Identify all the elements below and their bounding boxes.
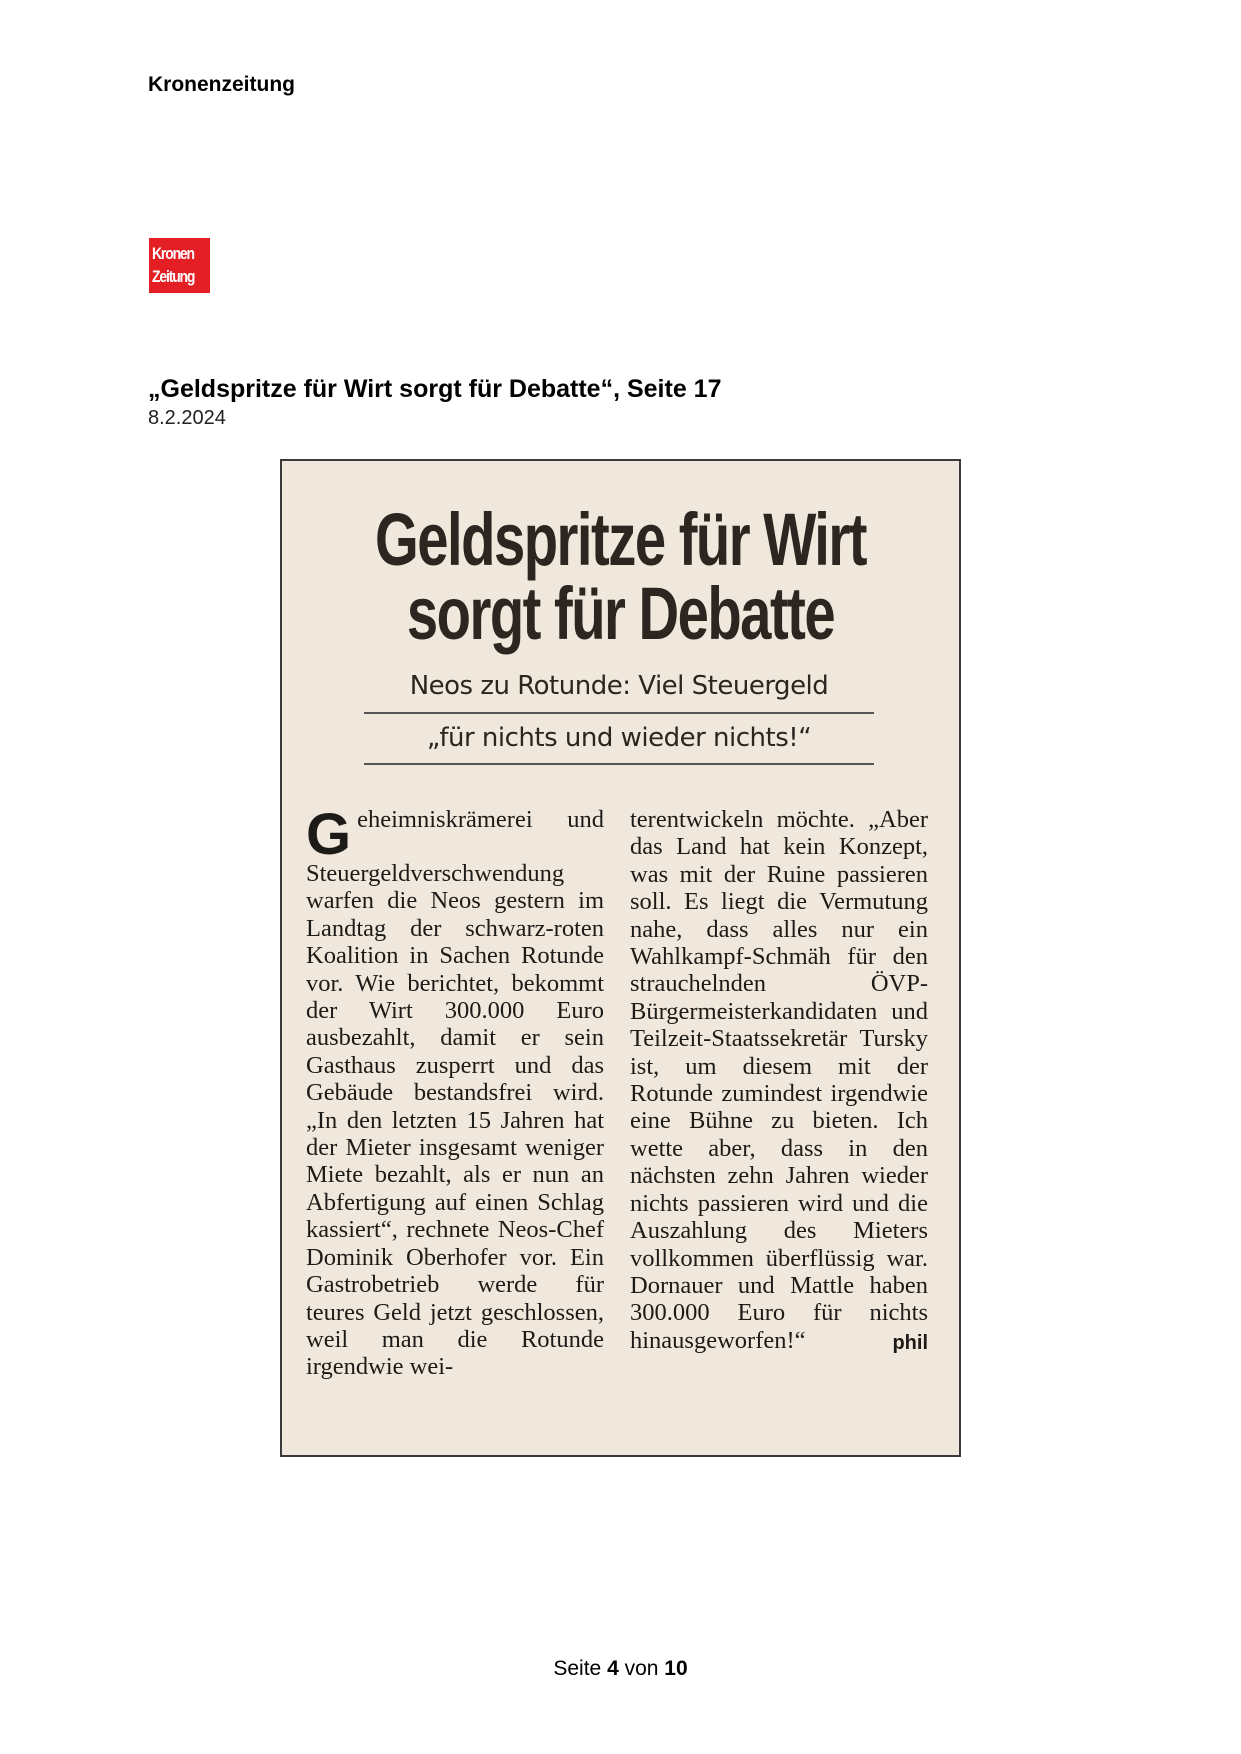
footer-middle: von xyxy=(624,1657,659,1680)
logo-line-2: Zeitung xyxy=(152,267,195,286)
article-date: 8.2.2024 xyxy=(148,407,226,429)
footer-prefix: Seite xyxy=(553,1657,602,1680)
article-column-left xyxy=(306,802,604,1381)
column-left-text: eheimniskrämerei und Steuergeldverschwendung warfen die Neos gestern im Landtag der schwarz-roten Koalition in Sachen Rotunde vor. Wie berichtet, bekommt der Wirt 300.000 Euro ausbezahlt, damit er sein Gasthaus zusperrt und das Gebäude bestandsfrei wird. „In den letzten 15 Jahren hat der Mieter insgesamt weniger Miete bezahlt, als er nun an Abfertigung auf einen Schlag kassiert“, rechnete Neos-Chef Dominik Oberhofer vor. Ein Gastrobetrieb werde für teures Geld jetzt geschlossen, weil man die Rotunde irgendwie wei- xyxy=(306,806,604,1381)
newspaper-clipping xyxy=(280,459,961,1457)
article-title: „Geldspritze für Wirt sorgt für Debatte“, Seite 17 xyxy=(148,375,722,403)
footer-page-number: 4 xyxy=(607,1657,619,1680)
clipping-headline xyxy=(282,498,959,655)
subheadline-line-1: Neos zu Rotunde: Viel Steuergeld xyxy=(409,671,829,701)
footer-page-total: 10 xyxy=(664,1657,688,1680)
dropcap: G xyxy=(306,802,352,867)
subheadline-rule-top xyxy=(364,712,874,714)
kronen-zeitung-logo xyxy=(149,238,210,293)
article-column-right xyxy=(630,806,928,1357)
column-right-text: terentwickeln möchte. „Aber das Land hat kein Konzept, was mit der Ruine passieren soll. Es liegt die Vermutung nahe, dass alles nur ein Wahlkampf-Schmäh für den strauchelnden ÖVP-Bürgermeisterkandidaten und Teilzeit-Staatssekretär Tursky ist, um diesem mit der Rotunde zumindest irgendwie eine Bühne zu bieten. Ich wette aber, dass in den nächsten zehn Jahren wieder nichts passieren wird und die Auszahlung des Mieters vollkommen überflüssig war. Dornauer und Mattle haben 300.000 Euro für nichts hinausgeworfen!“ xyxy=(630,806,928,1354)
subheadline-rule-bottom xyxy=(364,763,874,765)
source-name: Kronenzeitung xyxy=(148,73,295,96)
headline-line-1: Geldspritze für Wirt xyxy=(375,498,866,581)
author-byline: phil xyxy=(892,1331,928,1354)
headline-line-2: sorgt für Debatte xyxy=(406,572,835,655)
logo-line-1: Kronen xyxy=(152,244,194,263)
page-footer xyxy=(0,1657,1241,1681)
subheadline-line-2: „für nichts und wieder nichts!“ xyxy=(426,723,812,753)
